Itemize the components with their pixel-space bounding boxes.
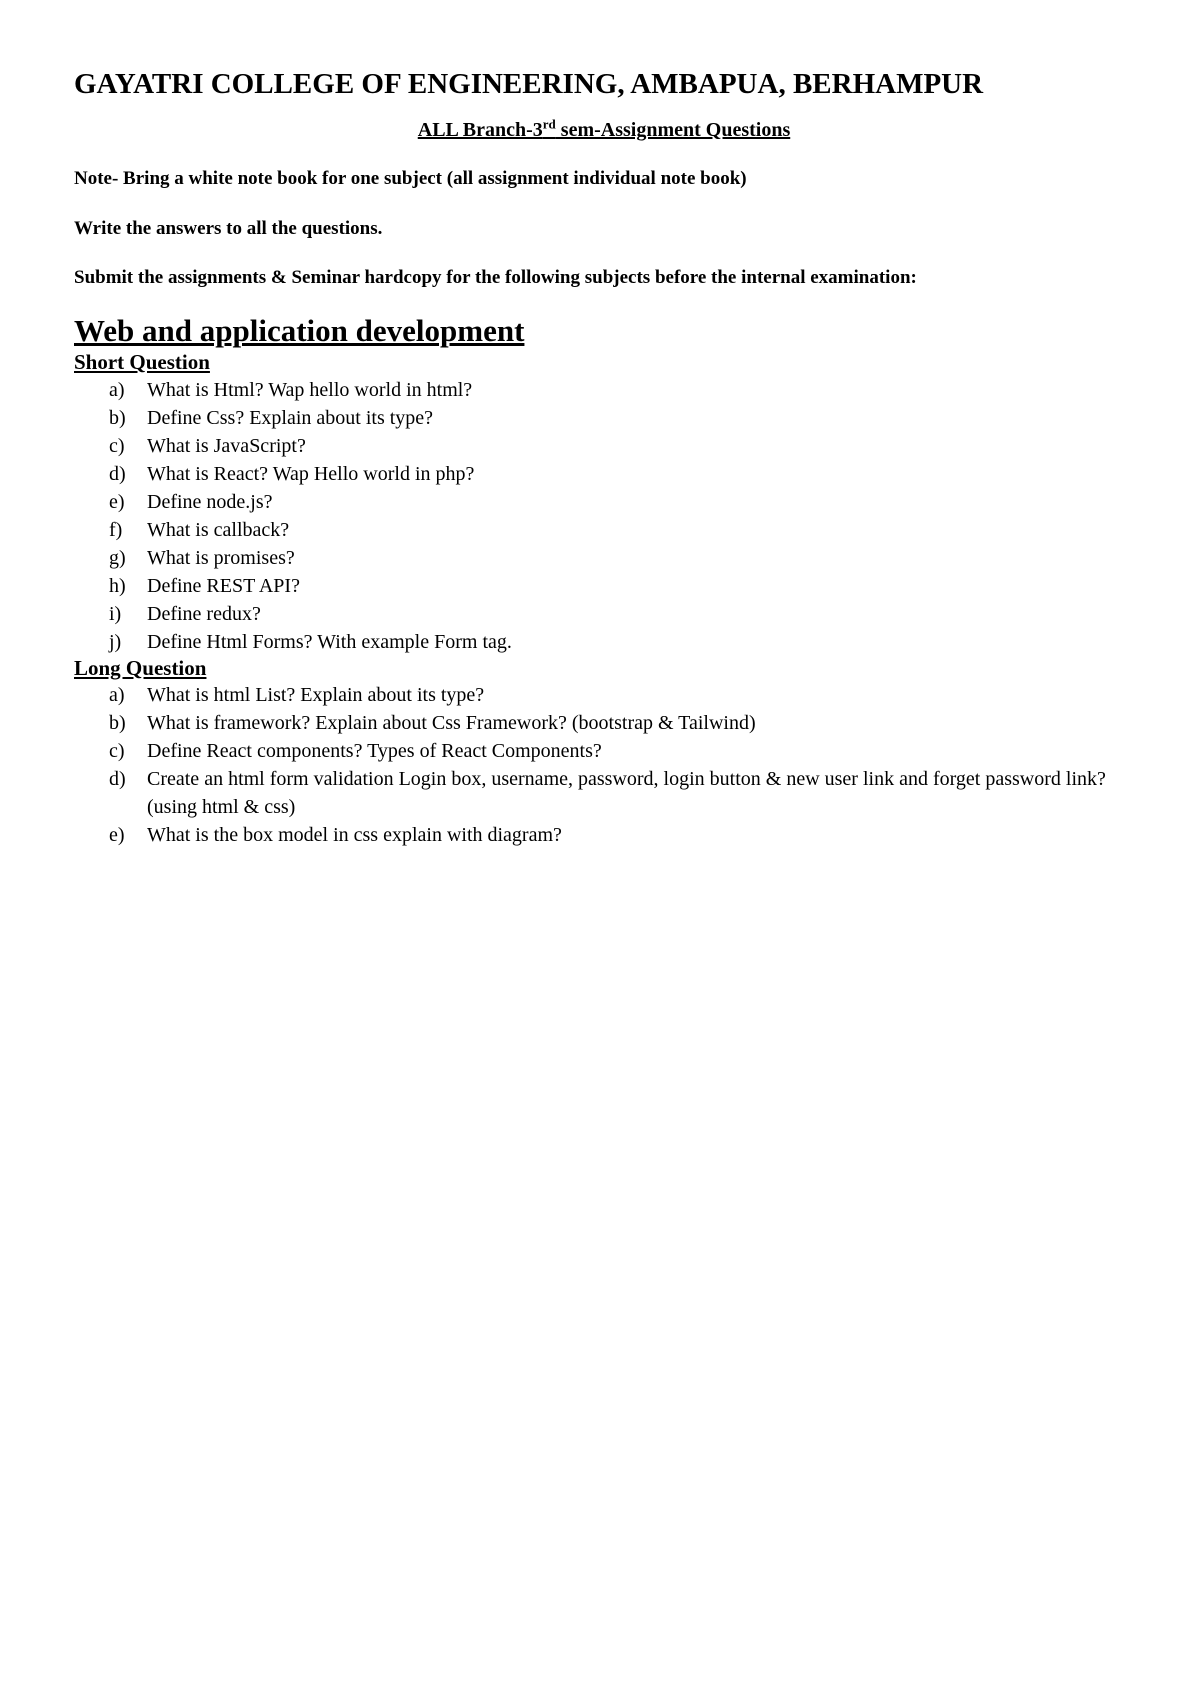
question-text: Define Html Forms? With example Form tag. — [147, 630, 512, 653]
list-marker: h) — [109, 574, 126, 597]
list-marker: d) — [109, 768, 126, 791]
list-item — [74, 821, 1134, 849]
list-marker: e) — [109, 824, 125, 847]
question-text: What is html List? Explain about its type? — [147, 684, 485, 707]
list-marker: c) — [109, 434, 125, 457]
question-text: Define redux? — [147, 602, 261, 625]
list-marker: b) — [109, 406, 126, 429]
list-item — [74, 544, 1134, 572]
note-notebook: Note- Bring a white note book for one subject (all assignment individual note book) — [74, 168, 747, 189]
list-item — [74, 432, 1134, 460]
note-write-answers: Write the answers to all the questions. — [74, 218, 383, 239]
document-page — [74, 70, 1134, 849]
subtitle-suffix: sem-Assignment Questions — [555, 119, 791, 141]
college-title: GAYATRI COLLEGE OF ENGINEERING, AMBAPUA, BERHAMPUR — [74, 68, 984, 100]
question-text: What is React? Wap Hello world in php? — [147, 462, 475, 485]
question-text: What is the box model in css explain with diagram? — [147, 824, 562, 847]
list-item — [74, 516, 1134, 544]
list-marker: c) — [109, 740, 125, 763]
list-marker: i) — [109, 602, 122, 625]
subtitle-ordinal-suffix: rd — [542, 116, 556, 132]
question-text: Define node.js? — [147, 490, 273, 513]
long-question-list — [74, 681, 1134, 849]
list-marker: d) — [109, 462, 126, 485]
list-marker: b) — [109, 712, 126, 735]
list-item — [74, 628, 1134, 656]
question-text: What is framework? Explain about Css Framework? (bootstrap & Tailwind) — [147, 712, 756, 735]
question-text: Define React components? Types of React Components? — [147, 740, 602, 763]
short-question-heading: Short Question — [74, 350, 210, 374]
question-text: What is callback? — [147, 518, 290, 541]
list-item — [74, 600, 1134, 628]
short-question-list — [74, 376, 1134, 656]
question-text: What is promises? — [147, 546, 295, 569]
question-text: Create an html form validation Login box, username, password, login button & new user link and forget password link? (using html & css) — [147, 768, 1106, 819]
list-marker: f) — [109, 518, 123, 541]
list-marker: j) — [109, 630, 122, 653]
list-marker: a) — [109, 378, 125, 401]
note-submit: Submit the assignments & Seminar hardcopy for the following subjects before the internal examination: — [74, 267, 917, 288]
question-text: Define Css? Explain about its type? — [147, 406, 434, 429]
list-marker: a) — [109, 684, 125, 707]
list-item — [74, 709, 1134, 737]
list-marker: g) — [109, 546, 126, 569]
list-item — [74, 488, 1134, 516]
subject-title: Web and application development — [74, 313, 525, 348]
list-marker: e) — [109, 490, 125, 513]
list-item — [74, 737, 1134, 765]
long-question-heading: Long Question — [74, 655, 207, 680]
list-item — [74, 460, 1134, 488]
question-text: What is Html? Wap hello world in html? — [147, 378, 473, 401]
list-item — [74, 404, 1134, 432]
list-item — [74, 376, 1134, 404]
list-item — [74, 572, 1134, 600]
question-text: Define REST API? — [147, 574, 300, 597]
list-item — [74, 765, 1134, 821]
question-text: What is JavaScript? — [147, 434, 306, 457]
assignment-subtitle — [74, 116, 1134, 141]
subtitle-prefix: ALL Branch-3 — [417, 119, 543, 141]
list-item — [74, 681, 1134, 709]
